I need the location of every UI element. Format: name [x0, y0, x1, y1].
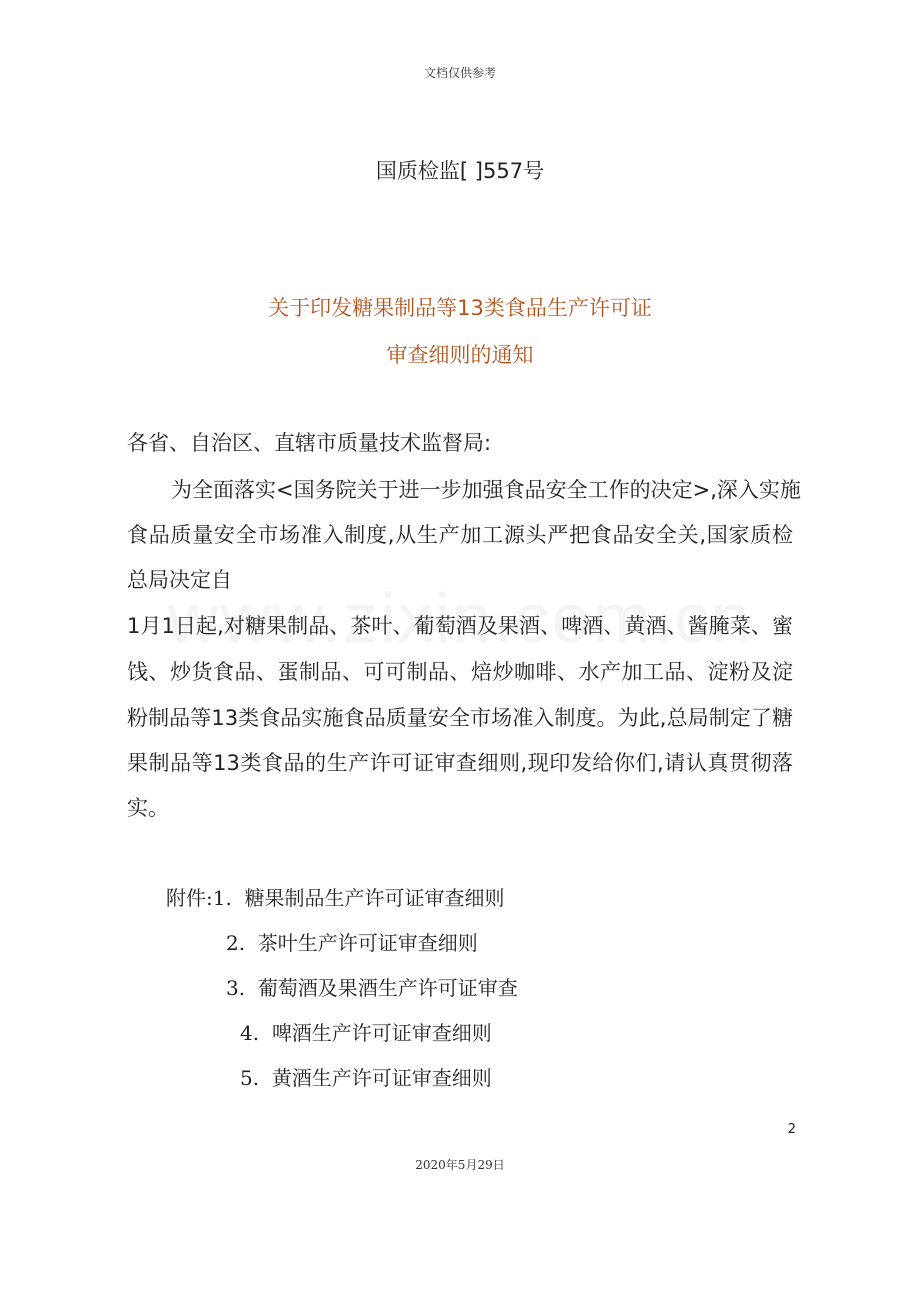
attachment-number: 3. — [226, 976, 246, 1000]
attachment-item — [166, 882, 505, 911]
body-line: 粉制品等13类食品实施食品质量安全市场准入制度。为此,总局制定了糖 — [127, 706, 793, 730]
attachment-label: 附件: — [166, 886, 213, 910]
document-number: 国质检监[ ]557号 — [375, 159, 545, 183]
body-line: 总局决定自 — [127, 568, 232, 592]
attachment-title: 茶叶生产许可证审查细则 — [257, 931, 478, 955]
page-number: 2 — [787, 1122, 796, 1137]
salutation: 各省、自治区、直辖市质量技术监督局: — [127, 431, 492, 455]
attachment-item — [240, 1062, 492, 1091]
attachment-title: 糖果制品生产许可证审查细则 — [244, 886, 505, 910]
attachment-number: 4. — [240, 1021, 260, 1045]
attachment-title: 黄酒生产许可证审查细则 — [271, 1066, 492, 1090]
title-line-1: 关于印发糖果制品等13类食品生产许可证 — [268, 296, 652, 320]
attachment-number: 2. — [226, 931, 246, 955]
body-line: 实。 — [127, 796, 169, 820]
attachment-number: 1. — [212, 886, 232, 910]
body-line: 果制品等13类食品的生产许可证审查细则,现印发给你们,请认真贯彻落 — [127, 751, 793, 775]
footer-date: 2020年5月29日 — [415, 1158, 505, 1172]
attachment-title: 葡萄酒及果酒生产许可证审查 — [257, 976, 518, 1000]
attachment-item — [226, 927, 478, 956]
header-note: 文档仅供参考 — [423, 66, 496, 80]
attachment-item — [240, 1017, 492, 1046]
attachment-title: 啤酒生产许可证审查细则 — [271, 1021, 492, 1045]
body-line: 饯、炒货食品、蛋制品、可可制品、焙炒咖啡、水产加工品、淀粉及淀 — [127, 660, 793, 684]
attachment-item — [226, 972, 518, 1001]
attachment-number: 5. — [240, 1066, 260, 1090]
body-line: 食品质量安全市场准入制度,从生产加工源头严把食品安全关,国家质检 — [127, 523, 793, 547]
body-line: 为全面落实<国务院关于进一步加强食品安全工作的决定>,深入实施 — [171, 478, 801, 502]
title-line-2: 审查细则的通知 — [386, 343, 534, 367]
body-line: 1月1日起,对糖果制品、茶叶、葡萄酒及果酒、啤酒、黄酒、酱腌菜、蜜 — [127, 614, 793, 638]
